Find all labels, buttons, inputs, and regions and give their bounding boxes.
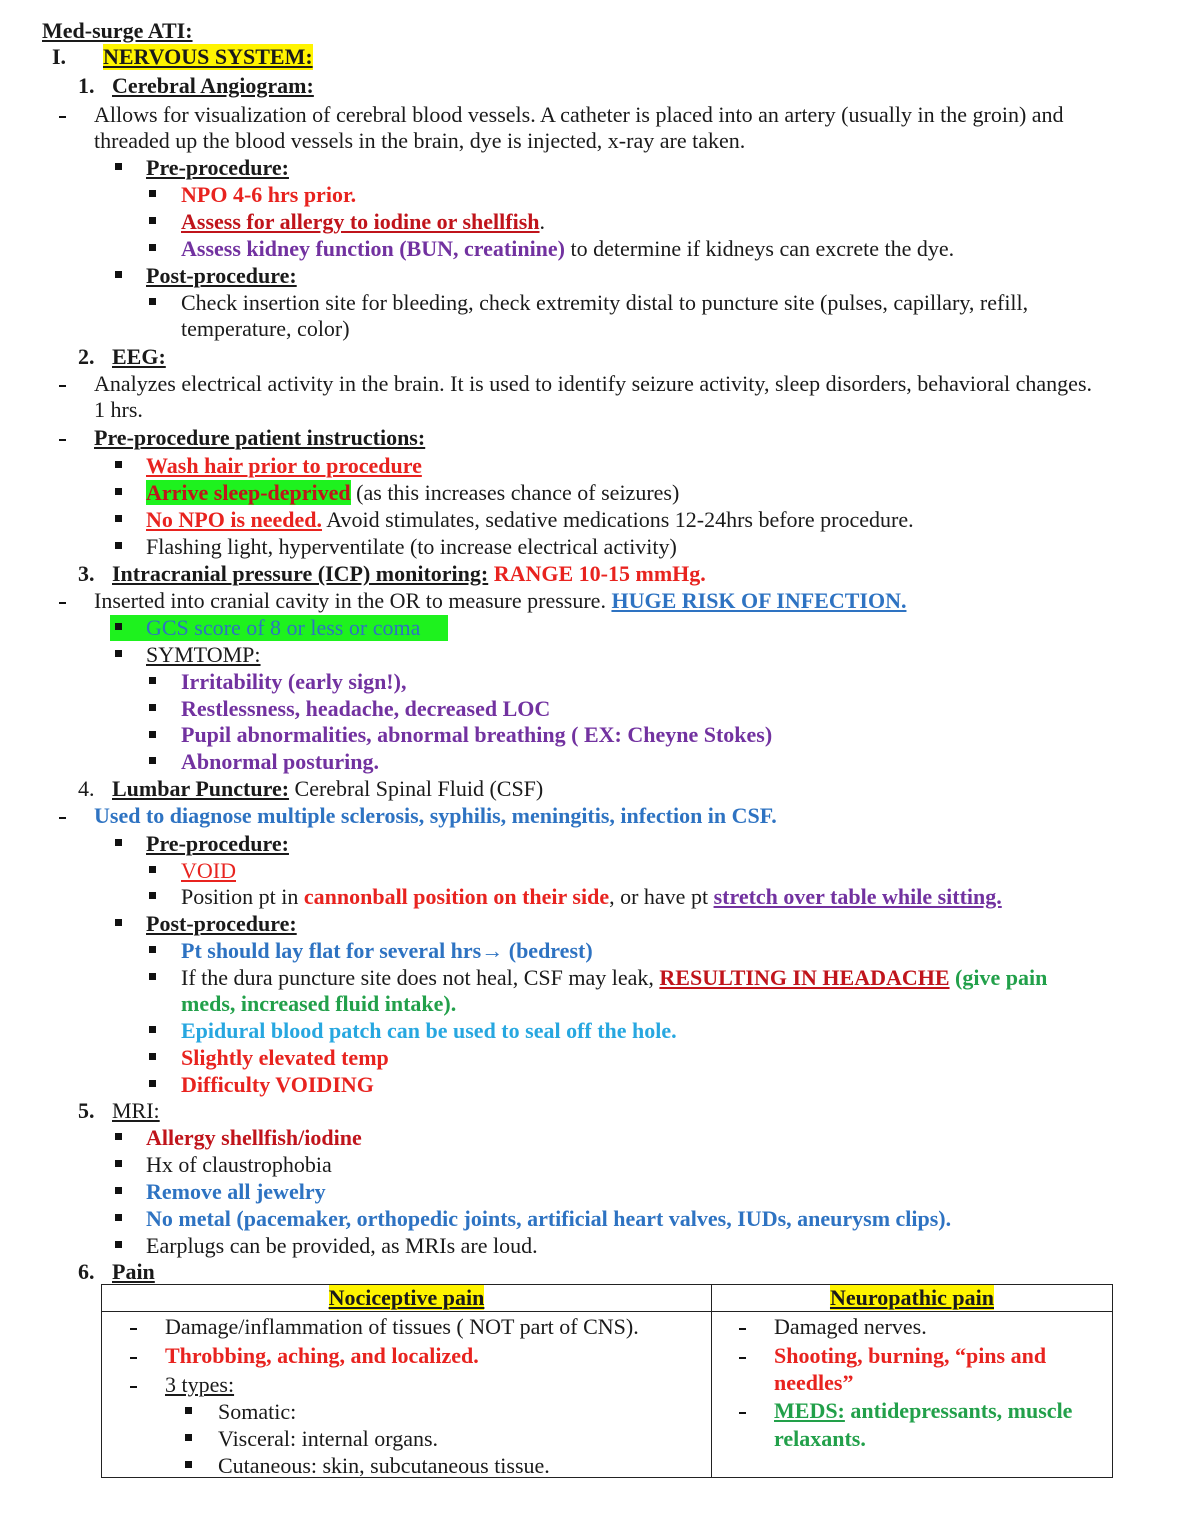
blood-patch-item: Epidural blood patch can be used to seal off the hole. — [181, 1018, 677, 1043]
mri-item: Earplugs can be provided, as MRIs are loud. — [146, 1233, 538, 1258]
angiogram-heading: Cerebral Angiogram: — [112, 73, 314, 98]
lay-flat-item: Pt should lay flat for several hrs→ (bedrest) — [181, 938, 593, 963]
icp-description: Inserted into cranial cavity in the OR to measure pressure. HUGE RISK OF INFECTION. — [94, 588, 907, 613]
square-bullet — [149, 1026, 156, 1033]
dash-bullet — [59, 116, 66, 118]
square-bullet — [115, 1241, 122, 1248]
dash-bullet — [59, 385, 66, 387]
post-check-item: Check insertion site for bleeding, check extremity distal to puncture site (pulses, capillary, refill, — [181, 290, 1029, 315]
mri-item: Hx of claustrophobia — [146, 1152, 332, 1177]
nociceptive-item: Throbbing, aching, and localized. — [165, 1343, 479, 1368]
kidney-item: Assess kidney function (BUN, creatinine) to determine if kidneys can excrete the dye. — [181, 236, 955, 261]
dash-bullet — [59, 817, 66, 819]
allergy-item: Assess for allergy to iodine or shellfish. — [181, 209, 546, 234]
square-bullet — [149, 757, 156, 764]
neuropathic-item: Damaged nerves. — [774, 1314, 927, 1339]
gcs-item: GCS score of 8 or less or coma — [146, 615, 421, 640]
square-bullet — [149, 190, 156, 197]
section-numeral: I. — [52, 44, 67, 69]
dash-bullet — [130, 1357, 137, 1359]
pain-type-item: Cutaneous: skin, subcutaneous tissue. — [218, 1453, 550, 1478]
npo-item: NPO 4-6 hrs prior. — [181, 182, 357, 207]
section-heading: NERVOUS SYSTEM: — [103, 44, 313, 69]
square-bullet — [149, 217, 156, 224]
nociceptive-header: Nociceptive pain — [102, 1285, 712, 1312]
square-bullet — [149, 677, 156, 684]
square-bullet — [115, 1133, 122, 1140]
square-bullet — [149, 704, 156, 711]
wash-hair-item: Wash hair prior to procedure — [146, 453, 422, 478]
square-bullet — [115, 515, 122, 522]
mri-item: Remove all jewelry — [146, 1179, 326, 1204]
nociceptive-item: 3 types: — [165, 1372, 235, 1397]
dash-bullet — [59, 439, 66, 441]
square-bullet — [185, 1434, 192, 1441]
square-bullet — [115, 1160, 122, 1167]
neuropathic-item: needles” — [774, 1370, 854, 1395]
dash-bullet — [59, 602, 66, 604]
angiogram-description: Allows for visualization of cerebral blood vessels. A catheter is placed into an artery (usually in the groin) and — [94, 102, 1064, 127]
square-bullet — [149, 244, 156, 251]
eeg-description: 1 hrs. — [94, 397, 143, 422]
symptom-heading: SYMTOMP: — [146, 642, 261, 667]
dash-bullet — [130, 1386, 137, 1388]
square-bullet — [149, 1080, 156, 1087]
square-bullet — [185, 1461, 192, 1468]
item-number: 3. — [78, 561, 95, 586]
eeg-heading: EEG: — [112, 344, 166, 369]
square-bullet — [115, 542, 122, 549]
square-bullet — [115, 1187, 122, 1194]
dash-bullet — [739, 1412, 746, 1414]
dash-bullet — [739, 1357, 746, 1359]
dura-item: meds, increased fluid intake). — [181, 991, 457, 1016]
square-bullet — [115, 623, 122, 630]
square-bullet — [149, 892, 156, 899]
post-procedure-heading: Post-procedure: — [146, 911, 297, 936]
void-item: VOID — [181, 858, 236, 883]
square-bullet — [115, 461, 122, 468]
symptom-item: Pupil abnormalities, abnormal breathing ( EX: Cheyne Stokes) — [181, 722, 773, 747]
square-bullet — [149, 298, 156, 305]
pain-type-item: Visceral: internal organs. — [218, 1426, 439, 1451]
neuropathic-header: Neuropathic pain — [712, 1285, 1113, 1312]
pre-procedure-heading: Pre-procedure: — [146, 155, 289, 180]
symptom-item: Restlessness, headache, decreased LOC — [181, 696, 551, 721]
sleep-deprived-item: Arrive sleep-deprived (as this increases chance of seizures) — [146, 480, 680, 505]
square-bullet — [115, 163, 122, 170]
lumbar-description: Used to diagnose multiple sclerosis, syphilis, meningitis, infection in CSF. — [94, 803, 777, 828]
icp-heading: Intracranial pressure (ICP) monitoring: RANGE 10-15 mmHg. — [112, 561, 706, 586]
angiogram-description: threaded up the blood vessels in the brain, dye is injected, x-ray are taken. — [94, 128, 746, 153]
item-number: 1. — [78, 73, 95, 98]
neuropathic-item: Shooting, burning, “pins and — [774, 1343, 1047, 1368]
voiding-item: Difficulty VOIDING — [181, 1072, 374, 1097]
neuropathic-meds-item: relaxants. — [774, 1426, 866, 1451]
eeg-description: Analyzes electrical activity in the brain. It is used to identify seizure activity, sleep disorders, behavioral changes. — [94, 371, 1093, 396]
square-bullet — [115, 1214, 122, 1221]
nociceptive-cell — [102, 1312, 712, 1478]
dash-bullet — [739, 1328, 746, 1330]
square-bullet — [149, 946, 156, 953]
square-bullet — [149, 973, 156, 980]
square-bullet — [185, 1407, 192, 1414]
item-number: 6. — [78, 1259, 95, 1284]
lumbar-heading: Lumbar Puncture: Cerebral Spinal Fluid (CSF) — [112, 776, 544, 801]
square-bullet — [149, 866, 156, 873]
post-check-item: temperature, color) — [181, 316, 350, 341]
post-procedure-heading: Post-procedure: — [146, 263, 297, 288]
neuropathic-meds-item: MEDS: antidepressants, muscle — [774, 1398, 1073, 1423]
no-npo-item: No NPO is needed. Avoid stimulates, sedative medications 12-24hrs before procedure. — [146, 507, 914, 532]
document-title: Med-surge ATI: — [42, 18, 193, 43]
square-bullet — [149, 1053, 156, 1060]
pain-heading: Pain — [112, 1259, 155, 1284]
square-bullet — [115, 650, 122, 657]
square-bullet — [149, 731, 156, 738]
symptom-item: Abnormal posturing. — [181, 749, 380, 774]
square-bullet — [115, 919, 122, 926]
item-number: 4. — [78, 776, 95, 801]
mri-heading: MRI: — [112, 1098, 160, 1123]
item-number: 5. — [78, 1098, 95, 1123]
pre-procedure-heading: Pre-procedure: — [146, 831, 289, 856]
square-bullet — [115, 271, 122, 278]
mri-item: No metal (pacemaker, orthopedic joints, artificial heart valves, IUDs, aneurysm clips). — [146, 1206, 952, 1231]
pain-table — [101, 1284, 1113, 1478]
neuropathic-cell — [712, 1312, 1113, 1478]
nociceptive-item: Damage/inflammation of tissues ( NOT part of CNS). — [165, 1314, 639, 1339]
dura-item: If the dura puncture site does not heal, CSF may leak, RESULTING IN HEADACHE (give pain — [181, 965, 1048, 990]
item-number: 2. — [78, 344, 95, 369]
mri-item: Allergy shellfish/iodine — [146, 1125, 362, 1150]
square-bullet — [115, 488, 122, 495]
symptom-item: Irritability (early sign!), — [181, 669, 407, 694]
dash-bullet — [130, 1328, 137, 1330]
flashing-light-item: Flashing light, hyperventilate (to increase electrical activity) — [146, 534, 677, 559]
eeg-instructions-heading: Pre-procedure patient instructions: — [94, 425, 426, 450]
square-bullet — [115, 839, 122, 846]
position-item: Position pt in cannonball position on their side, or have pt stretch over table while sitting. — [181, 884, 1002, 909]
pain-type-item: Somatic: — [218, 1399, 297, 1424]
elevated-temp-item: Slightly elevated temp — [181, 1045, 389, 1070]
